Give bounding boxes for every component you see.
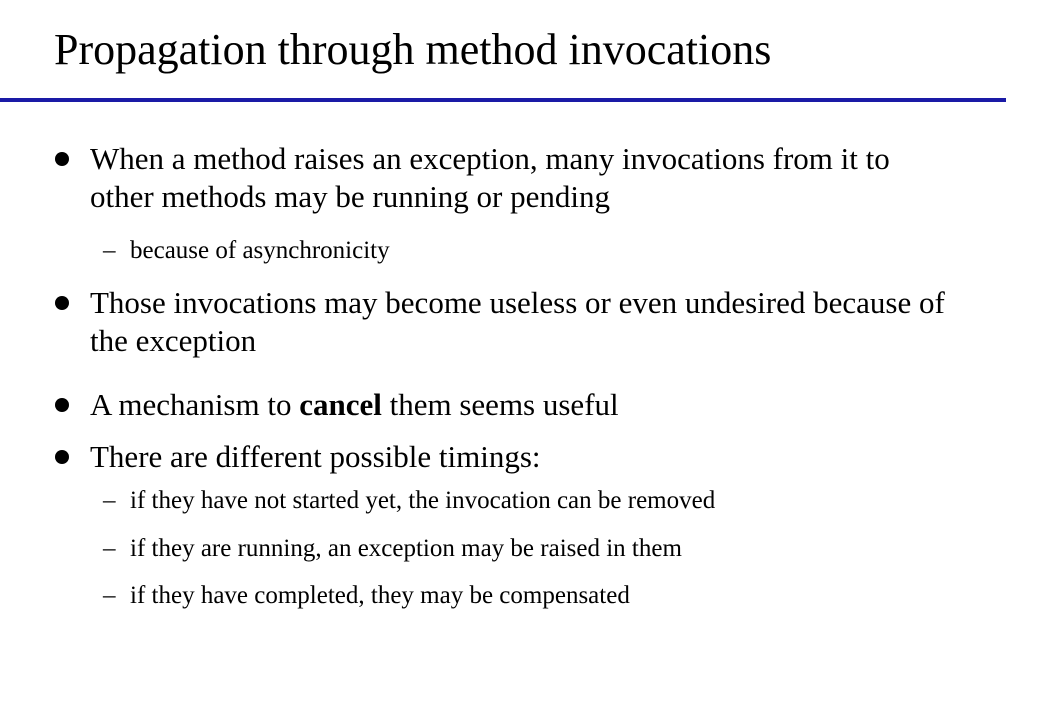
sub-item-2: if they have not started yet, the invocation can be removed [130,487,716,514]
sub-item-3: if they are running, an exception may be raised in them [130,535,682,562]
sub-dash: – [103,582,116,609]
sub-dash: – [103,237,116,264]
bullet-3-bold: cancel [299,387,382,422]
bullet-dot-icon [55,450,69,464]
bullet-3-pre: A mechanism to [90,387,300,422]
bullet-item-3 [90,386,950,424]
sub-dash: – [103,535,116,562]
bullet-dot-icon [55,152,69,166]
bullet-item-1: When a method raises an exception, many invocations from it to other methods may be running or pending [90,141,890,214]
bullet-item-4: There are different possible timings: [90,439,541,474]
slide-title: Propagation through method invocations [54,25,772,74]
sub-dash: – [103,487,116,514]
bullet-dot-icon [55,398,69,412]
sub-item-1: because of asynchronicity [130,237,390,264]
bullet-item-2: Those invocations may become useless or even undesired because of the exception [90,285,945,358]
bullet-dot-icon [55,296,69,310]
bullet-3-post: them seems useful [381,387,619,422]
sub-item-4: if they have completed, they may be compensated [130,582,630,609]
